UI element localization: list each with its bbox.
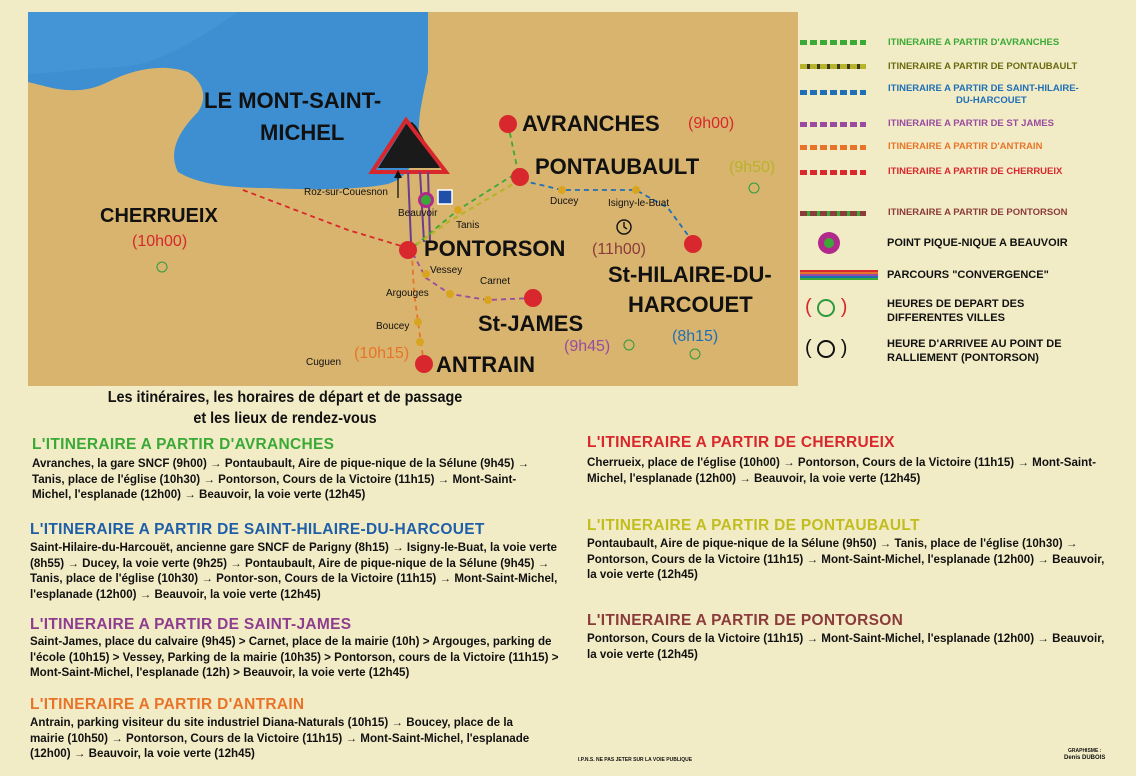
intro-heading (101, 387, 470, 429)
intro-line2: et les lieux de rendez-vous (193, 410, 377, 427)
label-sthilaire-line1: St-HILAIRE-DU- (608, 262, 772, 287)
legend-label-cherrueix: ITINERAIRE A PARTIR DE CHERRUEIX (888, 166, 1063, 177)
section-title-stjames: L'ITINERAIRE A PARTIR DE SAINT-JAMES (30, 616, 352, 633)
section-text-antrain: Antrain, parking visiteur du site industriel Diana-Naturals (10h15) → Boucey, place de la mairie (10h50) → Pontorson, Cours de la Victoire (11h15) → Mont-Saint-Michel, l'esplanade (12h00) → Beauvoir, la voie verte (12h45) (30, 716, 530, 760)
section-text-avranches: Avranches, la gare SNCF (9h00) → Pontaubault, Aire de pique-nique de la Sélune (9h45) → Tanis, place de l'église (10h30) → Pontorson, Cours de la Victoire (11h15) → Mont-Saint-Michel, l'esplanade (12h00) → Beauvoir, la voie verte (12h45) (32, 457, 530, 501)
legend-line-stjames (800, 122, 866, 127)
legend-label-pontaubault: ITINERAIRE A PARTIR DE PONTAUBAULT (888, 61, 1078, 72)
section-title-pontaubault: L'ITINERAIRE A PARTIR DE PONTAUBAULT (587, 517, 920, 534)
section-text-pontorson: Pontorson, Cours de la Victoire (11h15) → Mont-Saint-Michel, l'esplanade (12h00) → Beauvoir, la voie verte (12h45) (587, 632, 1105, 661)
legend-picnic-label: POINT PIQUE-NIQUE A BEAUVOIR (887, 237, 1068, 249)
label-mont-line2: MICHEL (260, 120, 345, 145)
label-ducey: Ducey (550, 196, 579, 207)
time-antrain: (10h15) (354, 345, 410, 362)
time-avranches: (9h00) (688, 115, 735, 132)
label-pontaubault: PONTAUBAULT (535, 154, 700, 179)
legend-line-pontorson (800, 211, 866, 216)
legend-label-sthilaire-line2: DU-HARCOUET (956, 95, 1027, 106)
time-stjames: (9h45) (564, 338, 611, 355)
legend-convergence-label: PARCOURS "CONVERGENCE" (887, 269, 1049, 281)
accessibility-icon (438, 190, 452, 204)
label-mont-line1: LE MONT-SAINT- (204, 88, 382, 113)
footer-notice: I.P.N.S. NE PAS JETER SUR LA VOIE PUBLIQUE (578, 757, 693, 763)
section-title-sthilaire: L'ITINERAIRE A PARTIR DE SAINT-HILAIRE-DU-HARCOUET (30, 521, 485, 538)
label-sthilaire-line2: HARCOUET (628, 292, 753, 317)
footer-credit-label: GRAPHISME : (1068, 748, 1102, 754)
label-isigny: Isigny-le-Buat (608, 198, 670, 209)
legend-picnic-icon (818, 232, 840, 254)
section-text-pontaubault: Pontaubault, Aire de pique-nique de la Sélune (9h50) → Tanis, place de l'église (10h30) → Pontorson, Cours de la Victoire (11h15) → Mont-Saint-Michel, l'esplanade (12h00) → Beauvoir, la voie verte (12h45) (587, 537, 1105, 581)
label-vessey: Vessey (430, 265, 463, 276)
legend-convergence-line (800, 270, 878, 280)
legend-label-antrain: ITINERAIRE A PARTIR D'ANTRAIN (888, 141, 1043, 152)
legend-label-pontorson: ITINERAIRE A PARTIR DE PONTORSON (888, 207, 1068, 218)
time-pontorson: (11h00) (592, 241, 646, 258)
legend-depart-line2: DIFFERENTES VILLES (887, 312, 1005, 324)
legend-label-avranches: ITINERAIRE A PARTIR D'AVRANCHES (888, 37, 1060, 48)
intro-line1: Les itinéraires, les horaires de départ et de passage (107, 389, 463, 406)
legend-line-avranches (800, 40, 866, 45)
label-antrain: ANTRAIN (436, 352, 535, 377)
legend-depart-line1: HEURES DE DEPART DES (887, 298, 1025, 310)
label-stjames: St-JAMES (478, 311, 584, 336)
label-cherrueix: CHERRUEIX (100, 205, 218, 227)
label-cuguen: Cuguen (306, 357, 342, 368)
footer-credit-name: Denis DUBOIS (1064, 755, 1106, 761)
section-text-stjames: Saint-James, place du calvaire (9h45) > Carnet, place de la mairie (10h) > Argouges, parking de l'école (10h15) > Vessey, Parking de la mairie (10h35) > Pontorson, cours de la Victoire (11h15) > Mont-Saint-Michel, l'esplanade (12h) > Beauvoir, la voie verte (12h45) (30, 635, 559, 679)
time-pontaubault: (9h50) (729, 159, 776, 176)
label-carnet: Carnet (480, 276, 511, 287)
legend-arrive-line1: HEURE D'ARRIVEE AU POINT DE (887, 338, 1062, 350)
label-pontorson: PONTORSON (424, 236, 566, 261)
label-tanis: Tanis (456, 220, 480, 231)
label-boucey: Boucey (376, 321, 410, 332)
legend-arrive-clock-icon: ( ) (805, 337, 848, 359)
legend-line-cherrueix (800, 170, 866, 175)
legend-arrive-line2: RALLIEMENT (PONTORSON) (887, 352, 1039, 364)
section-title-pontorson: L'ITINERAIRE A PARTIR DE PONTORSON (587, 612, 904, 629)
section-title-antrain: L'ITINERAIRE A PARTIR D'ANTRAIN (30, 696, 305, 713)
section-text-sthilaire: Saint-Hilaire-du-Harcouët, ancienne gare SNCF de Parigny (8h15) → Isigny-le-Buat, la voie verte (8h55) → Ducey, la voie verte (9h25) → Pontaubault, Aire de pique-nique de la Sélune (9h45) → Tanis, place de l'église (10h30) → Pontor-son, Cours de la Victoire (11h15) → Mont-Saint-Michel, l'esplanade (12h00) → Beauvoir, la voie verte (12h45) (30, 541, 558, 601)
time-cherrueix: (10h00) (132, 233, 188, 250)
legend-line-antrain (800, 145, 866, 150)
time-sthilaire: (8h15) (672, 328, 719, 345)
section-text-cherrueix: Cherrueix, place de l'église (10h00) → Pontorson, Cours de la Victoire (11h15) → Mont-Saint-Michel, l'esplanade (12h00) → Beauvoir, la voie verte (12h45) (587, 456, 1096, 485)
label-argouges: Argouges (386, 288, 429, 299)
section-title-cherrueix: L'ITINERAIRE A PARTIR DE CHERRUEIX (587, 434, 895, 451)
label-beauvoir: Beauvoir (398, 208, 438, 219)
label-avranches: AVRANCHES (522, 111, 660, 136)
legend-label-stjames: ITINERAIRE A PARTIR DE ST JAMES (888, 118, 1054, 129)
legend-depart-clock-icon: ( ) (805, 296, 848, 318)
section-title-avranches: L'ITINERAIRE A PARTIR D'AVRANCHES (32, 436, 335, 453)
legend-label-sthilaire-line1: ITINERAIRE A PARTIR DE SAINT-HILAIRE- (888, 83, 1079, 94)
route-map (28, 12, 798, 386)
label-roz: Roz-sur-Couesnon (304, 187, 388, 198)
legend-line-pontaubault (800, 64, 866, 69)
legend-line-sthilaire (800, 90, 866, 95)
